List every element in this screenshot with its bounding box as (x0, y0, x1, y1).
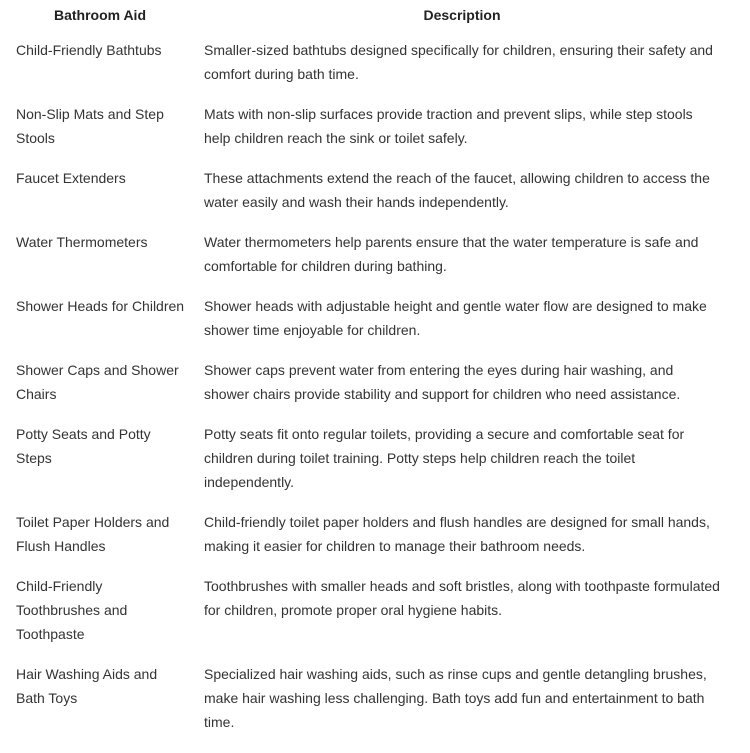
aid-cell: Child-Friendly Bathtubs (16, 42, 162, 58)
aid-cell: Shower Heads for Children (16, 298, 185, 314)
description-cell: Specialized hair washing aids, such as rinse cups and gentle detangling brushes, make hair washing less challenging. Bath toys add fun and entertainment to bath time. (204, 666, 707, 730)
bathroom-aids-table (6, 0, 730, 744)
aid-cell: Potty Seats and Potty Steps (16, 426, 151, 466)
aid-cell: Shower Caps and Shower Chairs (16, 362, 179, 402)
table-row (6, 288, 730, 352)
description-cell: Water thermometers help parents ensure that the water temperature is safe and comfortable for children during bathing. (204, 234, 699, 274)
table-row (6, 568, 730, 656)
table-row (6, 160, 730, 224)
description-cell: Child-friendly toilet paper holders and flush handles are designed for small hands, making it easier for children to manage their bathroom needs. (204, 514, 710, 554)
description-cell: Toothbrushes with smaller heads and soft bristles, along with toothpaste formulated for children, promote proper oral hygiene habits. (204, 578, 720, 618)
aid-cell: Toilet Paper Holders and Flush Handles (16, 514, 170, 554)
description-cell: These attachments extend the reach of the faucet, allowing children to access the water easily and wash their hands independently. (204, 170, 710, 210)
description-cell: Shower caps prevent water from entering the eyes during hair washing, and shower chairs provide stability and support for children who need assistance. (204, 362, 681, 402)
table-header-row (6, 0, 730, 32)
aid-cell: Child-Friendly Toothbrushes and Toothpaste (16, 578, 128, 642)
table-row (6, 656, 730, 744)
table-row (6, 96, 730, 160)
aid-cell: Faucet Extenders (16, 170, 126, 186)
description-cell: Potty seats fit onto regular toilets, providing a secure and comfortable seat for children during toilet training. Potty steps help children reach the toilet independently. (204, 426, 685, 490)
column-header-description: Description (423, 7, 501, 23)
description-cell: Shower heads with adjustable height and gentle water flow are designed to make shower time enjoyable for children. (204, 298, 707, 338)
table-row (6, 224, 730, 288)
aid-cell: Water Thermometers (16, 234, 148, 250)
table-row (6, 416, 730, 504)
column-header-bathroom-aid: Bathroom Aid (53, 7, 147, 23)
aid-cell: Non-Slip Mats and Step Stools (16, 106, 164, 146)
table-row (6, 32, 730, 96)
description-cell: Smaller-sized bathtubs designed specifically for children, ensuring their safety and comfort during bath time. (204, 42, 713, 82)
description-cell: Mats with non-slip surfaces provide traction and prevent slips, while step stools help children reach the sink or toilet safely. (204, 106, 693, 146)
table-row (6, 352, 730, 416)
aid-cell: Hair Washing Aids and Bath Toys (16, 666, 158, 706)
table-row (6, 504, 730, 568)
